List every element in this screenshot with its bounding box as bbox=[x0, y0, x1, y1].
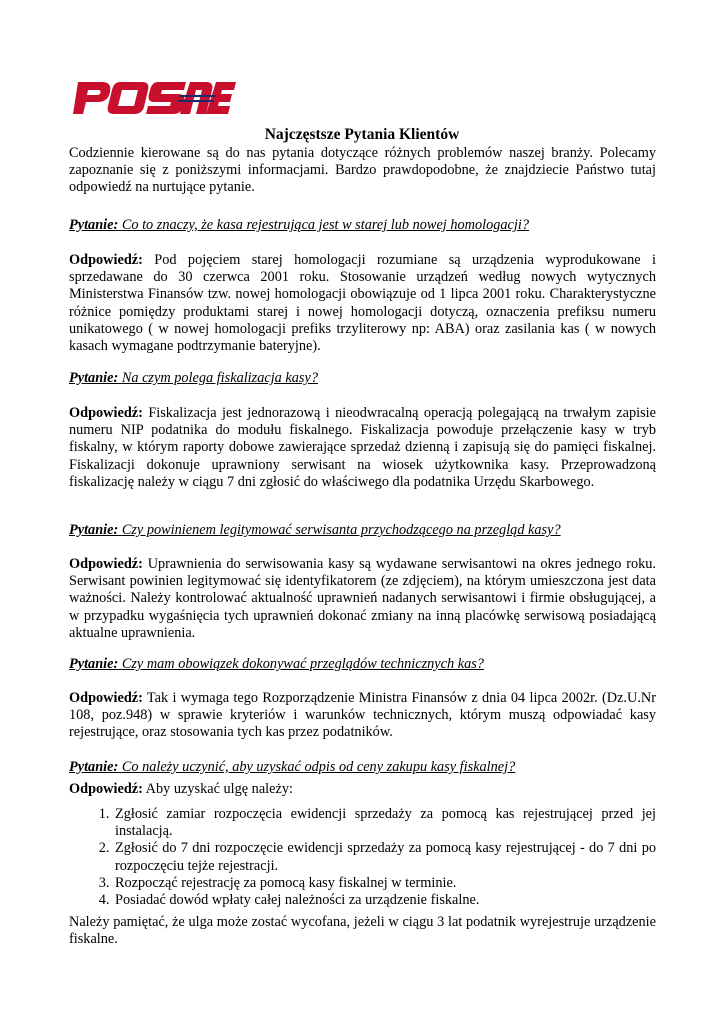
question-text: Co to znaczy, że kasa rejestrująca jest w starej lub nowej homologacji? bbox=[121, 217, 529, 233]
intro-paragraph: Codziennie kierowane są do nas pytania dotyczące różnych problemów naszej branży. Polecamy zapoznanie się z poniższymi informacjami. Bardzo prawdopodobne, że znajdziecie Państwo tutaj odpowiedź na nurtujące pytanie. bbox=[69, 145, 656, 196]
answer-1 bbox=[69, 252, 656, 355]
answer-label: Odpowiedź: bbox=[69, 405, 143, 421]
answer-2 bbox=[69, 405, 656, 491]
question-label: Pytanie: bbox=[69, 217, 119, 233]
question-1 bbox=[69, 217, 656, 234]
closing-note: Należy pamiętać, że ulga może zostać wycofana, jeżeli w ciągu 3 lat podatnik wyrejestruje urządzenie fiskalne. bbox=[69, 914, 656, 948]
list-item: 4. Posiadać dowód wpłaty całej należności za urządzenie fiskalne. bbox=[113, 892, 656, 909]
steps-list bbox=[69, 806, 656, 909]
question-3 bbox=[69, 522, 656, 539]
list-item: 2. Zgłosić do 7 dni rozpoczęcie ewidencji sprzedaży za pomocą kasy rejestrującej - do 7 dni po rozpoczęciu tejże rejestracji. bbox=[113, 840, 656, 874]
answer-text: Tak i wymaga tego Rozporządzenie Ministra Finansów z dnia 04 lipca 2002r. (Dz.U.Nr 108, poz.948) w sprawie kryteriów i warunków technicznych, którym muszą odpowiadać kasy rejestrujące, oraz stosowania tych kas przez podatników. bbox=[69, 690, 656, 741]
question-label: Pytanie: bbox=[69, 759, 119, 775]
list-item: 1. Zgłosić zamiar rozpoczęcia ewidencji sprzedaży za pomocą kas rejestrującej przed jej instalacją. bbox=[113, 806, 656, 840]
question-label: Pytanie: bbox=[69, 656, 119, 672]
answer-5 bbox=[69, 781, 656, 798]
answer-text: Aby uzyskać ulgę należy: bbox=[145, 781, 293, 797]
answer-label: Odpowiedź: bbox=[69, 252, 143, 268]
page-title: Najczęstsze Pytania Klientów bbox=[264, 126, 460, 143]
answer-label: Odpowiedź: bbox=[69, 690, 143, 706]
question-text: Co należy uczynić, aby uzyskać odpis od ceny zakupu kasy fiskalnej? bbox=[121, 759, 516, 775]
question-label: Pytanie: bbox=[69, 370, 119, 386]
answer-3 bbox=[69, 556, 656, 642]
question-4 bbox=[69, 656, 656, 673]
question-2 bbox=[69, 370, 656, 387]
answer-text: Fiskalizacja jest jednorazową i nieodwracalną operacją polegającą na trwałym zapisie numeru NIP podatnika do modułu fiskalnego. Fiskalizacja powoduje przełączenie kasy w tryb fiskalny, w którym raporty dobowe zawierające sprzedaż dzienną i zapisują się do pamięci fiskalnej. Fiskalizacji dokonuje uprawniony serwisant na wiosek użytkownika kasy. Przeprowadzoną fiskalizację należy w ciągu 7 dni zgłosić do właściwego dla podatnika Urzędu Skarbowego. bbox=[69, 405, 656, 490]
answer-4 bbox=[69, 690, 656, 742]
answer-text: Uprawnienia do serwisowania kasy są wydawane serwisantowi na okres jednego roku. Serwisant powinien legitymować się identyfikatorem (ze zdjęciem), na którym umieszczona jest data ważności. Należy kontrolować aktualność uprawnień nadanych serwisantowi i firmie obsługującej, a w przypadku wygaśnięcia tych uprawnień dokonać zmiany na inną placówkę serwisową posiadającą aktualne uprawnienia. bbox=[69, 556, 656, 641]
answer-text: Pod pojęciem starej homologacji rozumiane są urządzenia wyprodukowane i sprzedawane do 30 czerwca 2001 roku. Stosowanie urządzeń według nowych wytycznych Ministerstwa Finansów tzw. nowej homologacji obowiązuje od 1 lipca 2001 roku. Charakterystyczne różnice pomiędzy produktami starej i nowej homologacji dotyczą, oznaczenia prefiksu numeru unikatowego ( w nowej homologacji prefiks trzyliterowy np: ABA) oraz zasilania kas ( w nowych kasach wymagane podtrzymanie bateryjne). bbox=[69, 252, 656, 355]
list-item: 3. Rozpocząć rejestrację za pomocą kasy fiskalnej w terminie. bbox=[113, 875, 656, 892]
question-text: Czy powinienem legitymować serwisanta przychodzącego na przegląd kasy? bbox=[121, 522, 561, 538]
question-5 bbox=[69, 759, 656, 776]
question-text: Czy mam obowiązek dokonywać przeglądów technicznych kas? bbox=[121, 656, 484, 672]
answer-label: Odpowiedź: bbox=[69, 556, 143, 572]
posnet-logo bbox=[72, 80, 236, 116]
question-label: Pytanie: bbox=[69, 522, 119, 538]
question-text: Na czym polega fiskalizacja kasy? bbox=[121, 370, 318, 386]
answer-label: Odpowiedź: bbox=[69, 781, 143, 797]
